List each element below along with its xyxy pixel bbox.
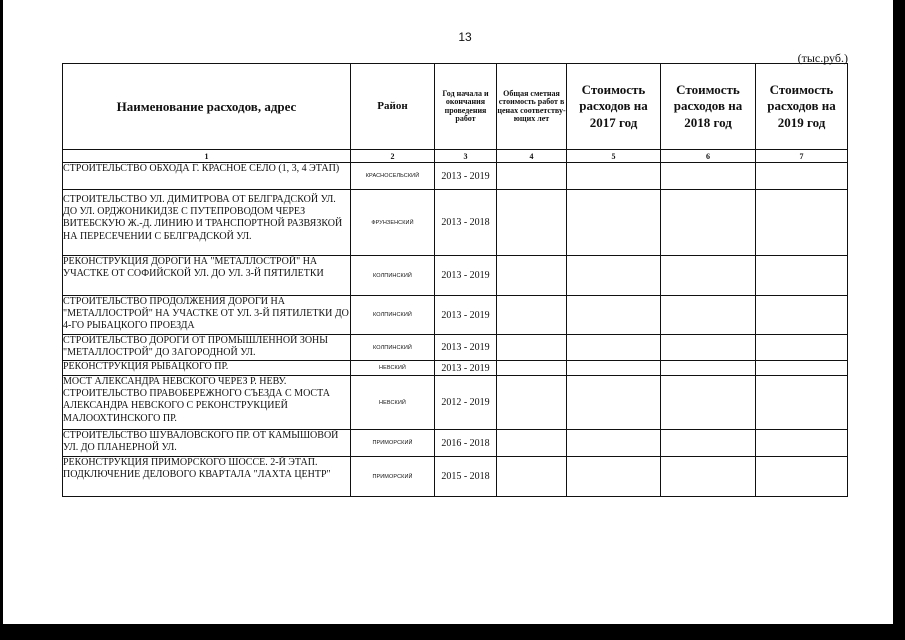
column-number: 2 (351, 150, 435, 163)
row-cost-2017 (567, 256, 661, 296)
row-period: 2013 - 2019 (435, 296, 497, 335)
row-cost-2019 (756, 430, 848, 457)
row-district: КРАСНОСЕЛЬСКИЙ (351, 163, 435, 190)
row-name: РЕКОНСТРУКЦИЯ ПРИМОРСКОГО ШОССЕ. 2-Й ЭТАП. ПОДКЛЮЧЕНИЕ ДЕЛОВОГО КВАРТАЛА "ЛАХТА ЦЕНТР" (63, 457, 351, 497)
row-cost-2018 (661, 430, 756, 457)
row-cost-2017 (567, 457, 661, 497)
row-cost-2017 (567, 190, 661, 256)
row-period: 2013 - 2019 (435, 256, 497, 296)
row-cost-2019 (756, 256, 848, 296)
column-number: 5 (567, 150, 661, 163)
row-period: 2013 - 2019 (435, 163, 497, 190)
row-estimate (497, 296, 567, 335)
row-district: КОЛПИНСКИЙ (351, 256, 435, 296)
table-row (63, 457, 848, 497)
row-name: СТРОИТЕЛЬСТВО ОБХОДА Г. КРАСНОЕ СЕЛО (1, 3, 4 ЭТАП) (63, 163, 351, 190)
column-number-row (63, 150, 848, 163)
expenses-table (62, 63, 848, 497)
row-period: 2012 - 2019 (435, 376, 497, 430)
row-cost-2018 (661, 361, 756, 376)
row-estimate (497, 361, 567, 376)
row-district: ПРИМОРСКИЙ (351, 430, 435, 457)
row-estimate (497, 430, 567, 457)
table-row (63, 296, 848, 335)
row-name: РЕКОНСТРУКЦИЯ РЫБАЦКОГО ПР. (63, 361, 351, 376)
row-period: 2013 - 2019 (435, 361, 497, 376)
header-estimate: Общая сметная стоимость работ в ценах соответству-ющих лет (497, 64, 567, 150)
row-name: СТРОИТЕЛЬСТВО ДОРОГИ ОТ ПРОМЫШЛЕННОЙ ЗОНЫ "МЕТАЛЛОСТРОЙ" ДО ЗАГОРОДНОЙ УЛ. (63, 335, 351, 361)
row-estimate (497, 376, 567, 430)
row-cost-2019 (756, 296, 848, 335)
row-period: 2013 - 2019 (435, 335, 497, 361)
row-name: СТРОИТЕЛЬСТВО ШУВАЛОВСКОГО ПР. ОТ КАМЫШОВОЙ УЛ. ДО ПЛАНЕРНОЙ УЛ. (63, 430, 351, 457)
row-estimate (497, 163, 567, 190)
row-cost-2019 (756, 376, 848, 430)
row-cost-2018 (661, 296, 756, 335)
row-cost-2018 (661, 335, 756, 361)
row-name: СТРОИТЕЛЬСТВО УЛ. ДИМИТРОВА ОТ БЕЛГРАДСКОЙ УЛ. ДО УЛ. ОРДЖОНИКИДЗЕ С ПУТЕПРОВОДОМ ЧЕРЕЗ ВИТЕБСКУЮ Ж.-Д. ЛИНИЮ И ТРАНСПОРТНОЙ РАЗВЯЗКОЙ НА ПЕРЕСЕЧЕНИИ С БЕЛГРАДСКОЙ УЛ. (63, 190, 351, 256)
column-number: 3 (435, 150, 497, 163)
header-cost-2018: Стоимость расходов на 2018 год (661, 64, 756, 150)
row-period: 2016 - 2018 (435, 430, 497, 457)
row-district: ФРУНЗЕНСКИЙ (351, 190, 435, 256)
column-number: 6 (661, 150, 756, 163)
row-cost-2017 (567, 361, 661, 376)
row-period: 2015 - 2018 (435, 457, 497, 497)
row-period: 2013 - 2018 (435, 190, 497, 256)
row-cost-2018 (661, 376, 756, 430)
row-estimate (497, 256, 567, 296)
row-cost-2018 (661, 256, 756, 296)
column-number: 4 (497, 150, 567, 163)
row-district: КОЛПИНСКИЙ (351, 335, 435, 361)
table-row (63, 335, 848, 361)
scan-border-left (0, 0, 3, 640)
units-label: (тыс.руб.) (797, 51, 848, 65)
table-row (63, 190, 848, 256)
header-cost-2017: Стоимость расходов на 2017 год (567, 64, 661, 150)
row-name: МОСТ АЛЕКСАНДРА НЕВСКОГО ЧЕРЕЗ Р. НЕВУ. СТРОИТЕЛЬСТВО ПРАВОБЕРЕЖНОГО СЪЕЗДА С МОСТА АЛЕКСАНДРА НЕВСКОГО С РЕКОНСТРУКЦИЕЙ МАЛООХТИНСКОГО ПР. (63, 376, 351, 430)
row-estimate (497, 190, 567, 256)
column-number: 1 (63, 150, 351, 163)
table-row (63, 361, 848, 376)
row-district: НЕВСКИЙ (351, 376, 435, 430)
column-number: 7 (756, 150, 848, 163)
row-name: РЕКОНСТРУКЦИЯ ДОРОГИ НА "МЕТАЛЛОСТРОЙ" НА УЧАСТКЕ ОТ СОФИЙСКОЙ УЛ. ДО УЛ. 3-Й ПЯТИЛЕТКИ (63, 256, 351, 296)
scan-border-right (893, 0, 905, 640)
row-cost-2017 (567, 335, 661, 361)
scan-border-bottom (0, 624, 905, 640)
row-cost-2019 (756, 361, 848, 376)
row-cost-2019 (756, 163, 848, 190)
table-row (63, 430, 848, 457)
row-district: НЕВСКИЙ (351, 361, 435, 376)
table-row (63, 256, 848, 296)
row-cost-2018 (661, 457, 756, 497)
table-header-row (63, 64, 848, 150)
header-name: Наименование расходов, адрес (63, 64, 351, 150)
row-estimate (497, 457, 567, 497)
row-cost-2019 (756, 190, 848, 256)
row-estimate (497, 335, 567, 361)
row-cost-2017 (567, 376, 661, 430)
table-row (63, 163, 848, 190)
row-name: СТРОИТЕЛЬСТВО ПРОДОЛЖЕНИЯ ДОРОГИ НА "МЕТАЛЛОСТРОЙ" НА УЧАСТКЕ ОТ УЛ. 3-Й ПЯТИЛЕТКИ ДО 4-ГО РЫБАЦКОГО ПРОЕЗДА (63, 296, 351, 335)
row-cost-2019 (756, 457, 848, 497)
row-cost-2017 (567, 163, 661, 190)
page-number: 13 (458, 30, 472, 44)
row-cost-2018 (661, 163, 756, 190)
row-cost-2017 (567, 296, 661, 335)
header-district: Район (351, 64, 435, 150)
table-row (63, 376, 848, 430)
row-district: ПРИМОРСКИЙ (351, 457, 435, 497)
header-cost-2019: Стоимость расходов на 2019 год (756, 64, 848, 150)
row-cost-2018 (661, 190, 756, 256)
row-cost-2017 (567, 430, 661, 457)
row-cost-2019 (756, 335, 848, 361)
header-period: Год начала и окончания проведения работ (435, 64, 497, 150)
row-district: КОЛПИНСКИЙ (351, 296, 435, 335)
